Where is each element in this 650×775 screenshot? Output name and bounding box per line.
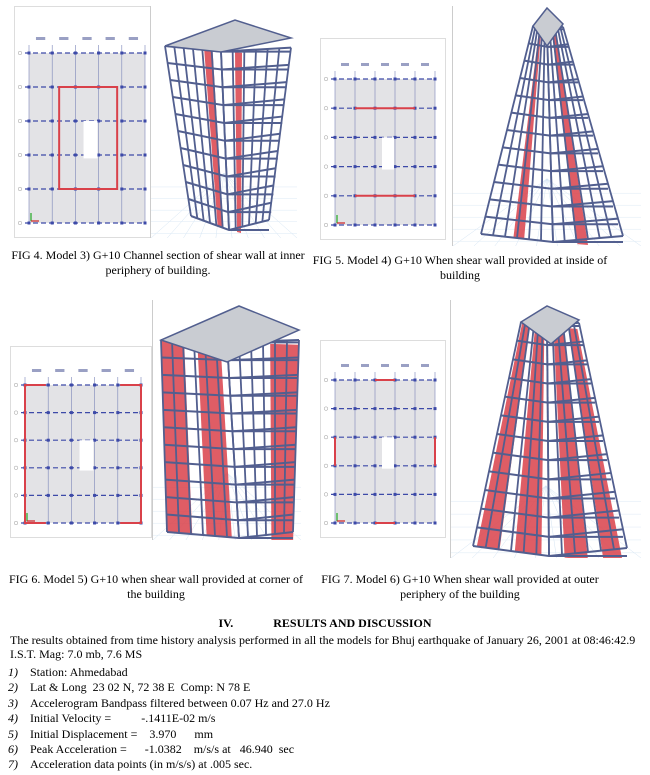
- roof-slab: [533, 8, 563, 46]
- figure-7-caption: FIG 7. Model 6) G+10 When shear wall provided at outer periphery of the building: [321, 572, 599, 601]
- figure-5-caption: FIG 5. Model 4) G+10 When shear wall provided at inside of building: [312, 253, 608, 282]
- intro-paragraph: The results obtained from time history analysis performed in all the models for Bhuj earthquake of January 26, 2001 at 08:46:42.9 I.S.T. Mag: 7.0 mb, 7.6 MS: [10, 633, 636, 661]
- roof-slab: [165, 20, 291, 52]
- figure-6: [10, 300, 300, 540]
- figure-5: [318, 6, 640, 246]
- building-3d-fig6: [152, 300, 301, 540]
- list-item: 2) Lat & Long 23 02 N, 72 38 E Comp: N 78 E: [8, 680, 251, 695]
- building-3d-fig5: [452, 6, 641, 246]
- building-3d-fig7: [450, 300, 641, 558]
- building-3d-fig4: [150, 6, 297, 238]
- list-item: 3) Accelerogram Bandpass filtered between 0.07 Hz and 27.0 Hz: [8, 695, 330, 710]
- figure-4-caption: FIG 4. Model 3) G+10 Channel section of shear wall at inner periphery of building.: [11, 248, 305, 277]
- figure-6-caption: FIG 6. Model 5) G+10 when shear wall provided at corner of the building: [8, 572, 304, 601]
- results-list: [8, 665, 330, 773]
- list-item: 5) Initial Displacement = 3.970 mm: [8, 726, 214, 741]
- list-item: 4) Initial Velocity = -.1411E-02 m/s: [8, 711, 216, 726]
- plan-opening: [80, 440, 94, 470]
- list-item: 7) Acceleration data points (in m/s/s) at .005 sec.: [8, 757, 253, 772]
- list-item: 6) Peak Acceleration = -1.0382 m/s/s at 46.940 sec: [8, 742, 295, 757]
- plan-opening: [382, 437, 394, 468]
- figure-4: [14, 6, 296, 238]
- list-item: 1) Station: Ahmedabad: [8, 665, 128, 679]
- section-heading: [0, 616, 650, 631]
- plan-opening: [84, 121, 98, 158]
- plan-opening: [382, 137, 394, 169]
- plan-view-fig6: [10, 346, 152, 538]
- plan-view-fig4: [14, 6, 156, 238]
- plan-view-fig7: [320, 340, 446, 538]
- figure-7: [318, 300, 640, 558]
- plan-view-fig5: [320, 38, 446, 240]
- section-title: RESULTS AND DISCUSSION: [273, 616, 432, 630]
- section-number: IV.: [218, 616, 234, 630]
